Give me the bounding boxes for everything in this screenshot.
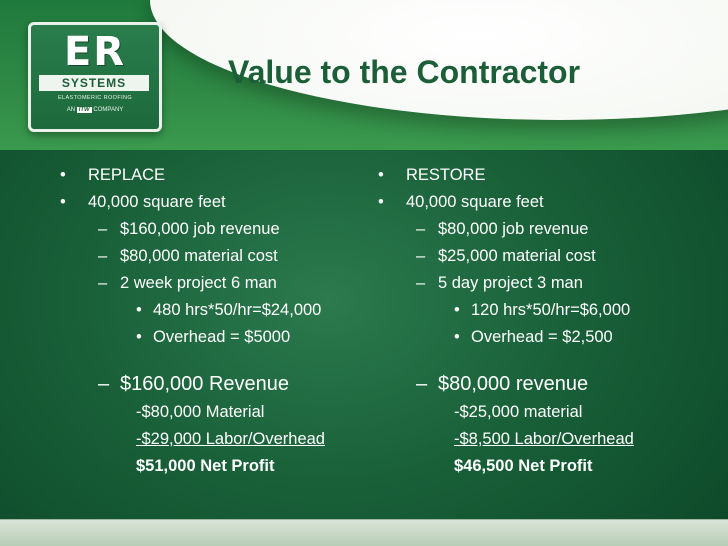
logo-company-prefix: AN	[66, 107, 76, 113]
left-summary-labor: -$29,000 Labor/Overhead	[136, 430, 325, 448]
dash-marker: –	[416, 247, 426, 265]
sub-bullet-text: 480 hrs*50/hr=$24,000	[153, 301, 322, 319]
dash-marker: –	[98, 274, 108, 292]
sub-bullet-text: Overhead = $5000	[153, 328, 291, 346]
logo-company-mark: ITW	[78, 107, 90, 113]
summary-heading-text: $160,000 Revenue	[120, 373, 290, 395]
dash-marker: –	[416, 373, 428, 395]
right-net-profit: $46,500 Net Profit	[454, 457, 593, 475]
left-summary-heading	[60, 369, 360, 399]
left-summary-material: -$80,000 Material	[136, 403, 265, 421]
sub-bullet-text: Overhead = $2,500	[471, 328, 613, 346]
dash-text: 5 day project 3 man	[438, 274, 583, 292]
dash-text: $80,000 material cost	[120, 247, 278, 265]
dash-text: $160,000 job revenue	[120, 220, 280, 238]
right-dash-project	[378, 270, 698, 297]
left-bullet-replace	[60, 162, 360, 189]
bullet-marker: •	[60, 193, 66, 211]
logo-company-line	[31, 107, 159, 113]
left-net-profit: $51,000 Net Profit	[136, 457, 275, 475]
bullet-marker: •	[136, 328, 142, 346]
dash-text: $25,000 material cost	[438, 247, 596, 265]
dash-text: $80,000 job revenue	[438, 220, 589, 238]
bullet-marker: •	[454, 328, 460, 346]
logo-tagline: ELASTOMERIC ROOFING	[57, 95, 133, 101]
slide-title: Value to the Contractor	[228, 54, 581, 90]
dash-marker: –	[98, 247, 108, 265]
right-sub-overhead	[378, 324, 698, 351]
left-dash-revenue	[60, 216, 360, 243]
right-bullet-restore	[378, 162, 698, 189]
dash-text: 2 week project 6 man	[120, 274, 277, 292]
footer-band	[0, 519, 728, 546]
logo-systems-label: SYSTEMS	[39, 75, 149, 91]
dash-marker: –	[416, 220, 426, 238]
dash-marker: –	[98, 220, 108, 238]
dash-marker: –	[416, 274, 426, 292]
bullet-marker: •	[60, 166, 66, 184]
bullet-text: 40,000 square feet	[88, 193, 226, 211]
logo-er-mark: ER	[63, 29, 127, 75]
right-sub-hours	[378, 297, 698, 324]
sub-bullet-text: 120 hrs*50/hr=$6,000	[471, 301, 631, 319]
right-summary-heading	[378, 369, 698, 399]
right-dash-revenue	[378, 216, 698, 243]
logo-company-suffix: COMPANY	[93, 107, 124, 113]
bullet-marker: •	[454, 301, 460, 319]
right-summary-labor: -$8,500 Labor/Overhead	[454, 430, 634, 448]
left-sub-overhead	[60, 324, 360, 351]
left-sub-hours	[60, 297, 360, 324]
bullet-marker: •	[136, 301, 142, 319]
right-dash-material	[378, 243, 698, 270]
bullet-marker: •	[378, 193, 384, 211]
bullet-text: REPLACE	[88, 166, 166, 184]
right-bullet-area	[378, 189, 698, 216]
right-column	[378, 162, 698, 480]
dash-marker: –	[98, 373, 110, 395]
bullet-text: 40,000 square feet	[406, 193, 544, 211]
left-column	[60, 162, 360, 480]
er-systems-logo	[28, 22, 162, 132]
left-dash-project	[60, 270, 360, 297]
bullet-marker: •	[378, 166, 384, 184]
right-summary-material: -$25,000 material	[454, 403, 583, 421]
left-dash-material	[60, 243, 360, 270]
bullet-text: RESTORE	[406, 166, 486, 184]
summary-heading-text: $80,000 revenue	[438, 373, 589, 395]
left-bullet-area	[60, 189, 360, 216]
